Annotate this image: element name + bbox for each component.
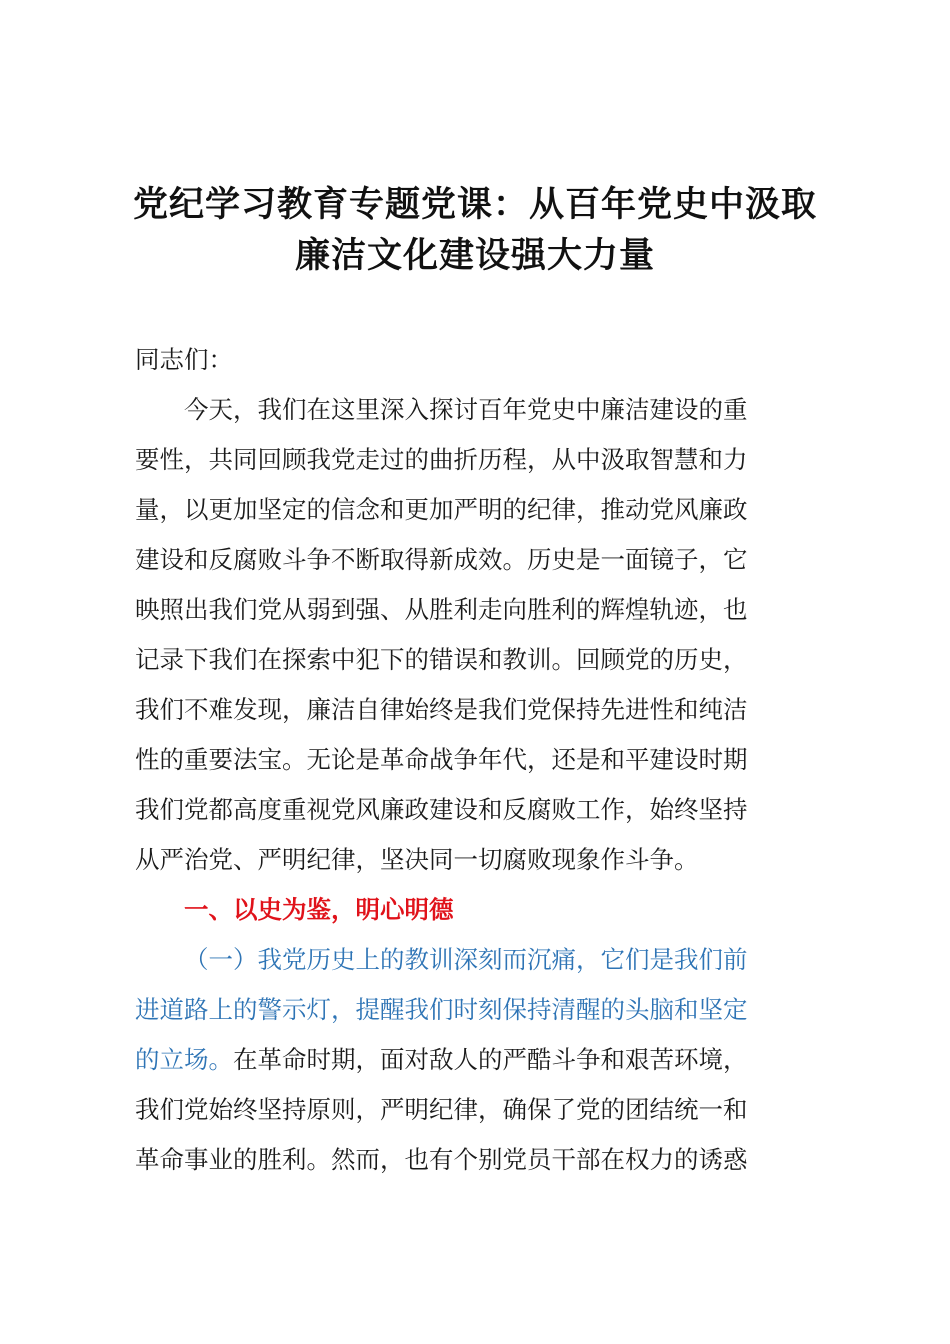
paragraph-line: 从严治党、严明纪律，坚决同一切腐败现象作斗争。 — [135, 845, 699, 874]
subsection-heading-end: 的立场。 — [135, 1045, 233, 1074]
paragraph-line: 今天，我们在这里深入探讨百年党史中廉洁建设的重 — [184, 395, 748, 424]
paragraph-line: 建设和反腐败斗争不断取得新成效。历史是一面镜子，它 — [135, 545, 748, 574]
paragraph-line: 记录下我们在探索中犯下的错误和教训。回顾党的历史， — [135, 645, 748, 674]
mixed-line — [135, 1035, 835, 1085]
title-line-2: 廉洁文化建设强大力量 — [294, 236, 655, 276]
paragraph-line: 革命事业的胜利。然而，也有个别党员干部在权力的诱惑 — [135, 1145, 748, 1174]
section-heading: 一、以史为鉴，明心明德 — [184, 895, 454, 924]
subsection-heading-line: 进道路上的警示灯，提醒我们时刻保持清醒的头脑和坚定 — [135, 995, 748, 1024]
paragraph-line: 要性，共同回顾我党走过的曲折历程，从中汲取智慧和力 — [135, 445, 748, 474]
subsection-heading-line: （一）我党历史上的教训深刻而沉痛，它们是我们前 — [184, 945, 748, 974]
title-line-1: 党纪学习教育专题党课：从百年党史中汲取 — [132, 185, 817, 225]
paragraph-line: 我们党都高度重视党风廉政建设和反腐败工作，始终坚持 — [135, 795, 748, 824]
paragraph-line: 我们党始终坚持原则，严明纪律，确保了党的团结统一和 — [135, 1095, 748, 1124]
salutation: 同志们： — [135, 345, 233, 374]
paragraph-line: 映照出我们党从弱到强、从胜利走向胜利的辉煌轨迹，也 — [135, 595, 748, 624]
document-title — [100, 180, 850, 282]
document-body — [135, 335, 835, 1185]
paragraph-line: 量，以更加坚定的信念和更加严明的纪律，推动党风廉政 — [135, 495, 748, 524]
paragraph-line: 性的重要法宝。无论是革命战争年代，还是和平建设时期 — [135, 745, 748, 774]
paragraph-line: 我们不难发现，廉洁自律始终是我们党保持先进性和纯洁 — [135, 695, 748, 724]
paragraph-text: 在革命时期，面对敌人的严酷斗争和艰苦环境， — [233, 1045, 748, 1074]
